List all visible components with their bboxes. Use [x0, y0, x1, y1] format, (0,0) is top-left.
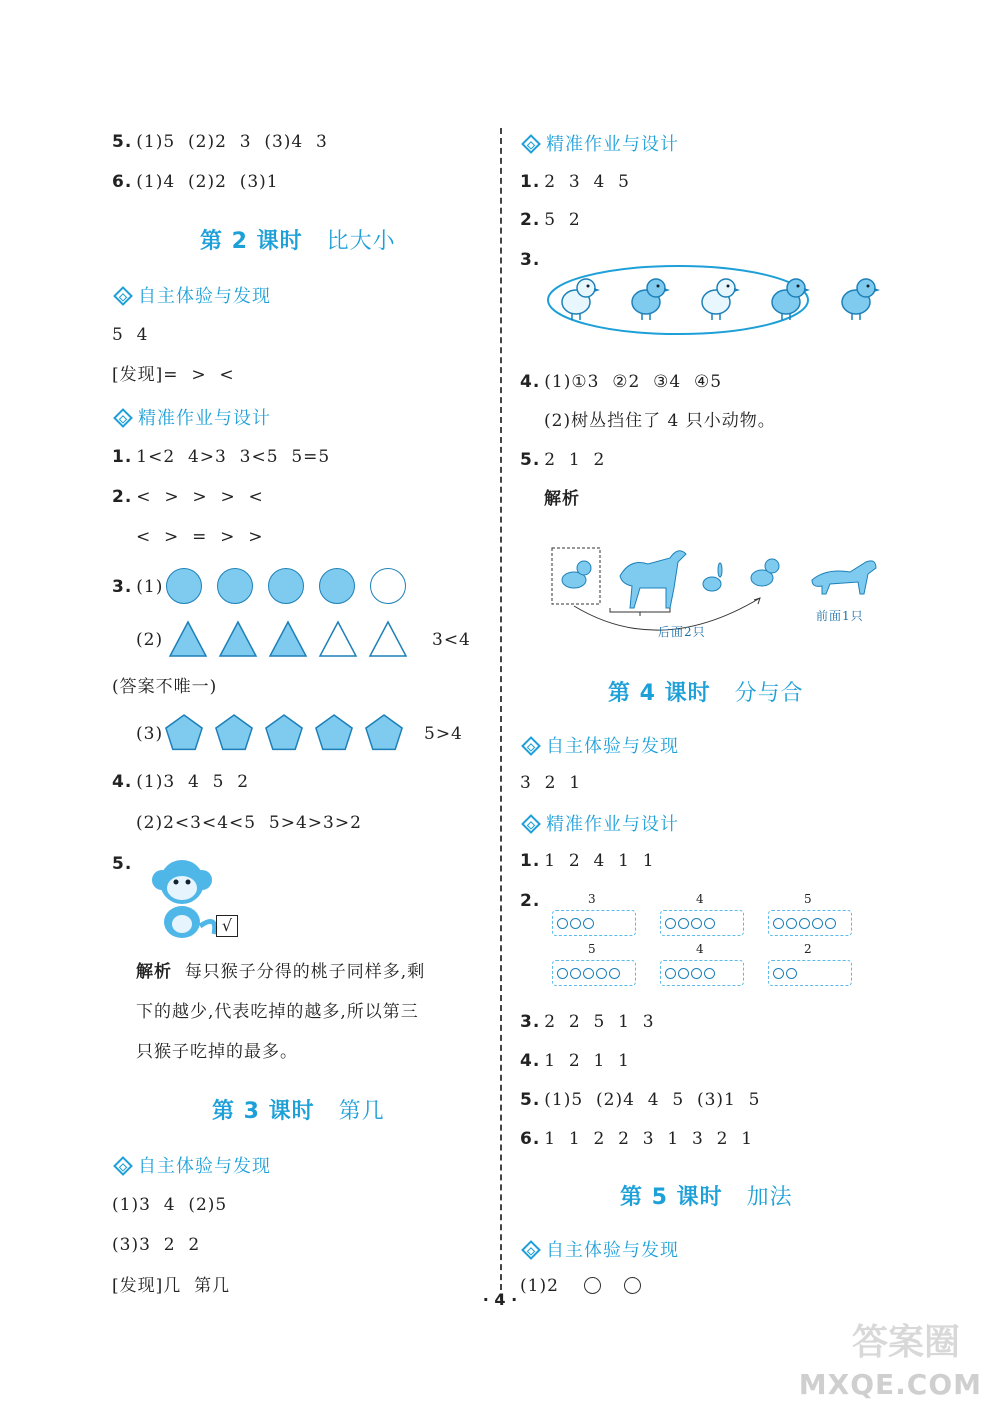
answer-line: 5. (1)5 (2)2 3 (3)4 3	[112, 132, 328, 152]
chick-icon	[702, 279, 740, 320]
box-number: 2	[804, 942, 812, 956]
box-number: 5	[804, 892, 812, 906]
lesson-title: 第 4 课时 分与合	[608, 681, 804, 706]
answer-line: 5 4	[112, 325, 149, 345]
counter-circle	[786, 918, 797, 929]
answer-line: 4. 1 2 1 1	[520, 1051, 630, 1071]
triangle-shape	[270, 622, 306, 656]
lesson-title: 第 5 课时 加法	[620, 1185, 793, 1210]
decomposition-boxes	[552, 890, 892, 990]
pentagon-row	[164, 712, 428, 756]
chick-icon	[562, 279, 600, 320]
section-heading: 精准作业与设计	[520, 810, 679, 836]
pentagon-shape	[216, 715, 252, 749]
counter-circle	[557, 968, 568, 979]
figure-label: 前面1只	[816, 609, 864, 623]
answer-line: 5. (1)5 (2)4 4 5 (3)1 5	[520, 1090, 761, 1110]
answer-line: 1. 1 2 4 1 1	[520, 851, 655, 871]
triangle-shape	[220, 622, 256, 656]
section-heading: 精准作业与设计	[520, 130, 679, 156]
counter-circle	[583, 968, 594, 979]
answer-line: 1. 1<2 4>3 3<5 5=5	[112, 447, 331, 467]
check-box: √	[216, 915, 238, 937]
answer-line: (2)2<3<4<5 5>4>3>2	[136, 813, 362, 833]
circle-shape	[217, 568, 253, 604]
decomposition-box	[660, 960, 744, 986]
diamond-icon	[113, 1156, 133, 1176]
counter-circle	[773, 918, 784, 929]
decomposition-box	[552, 960, 636, 986]
circle-row	[166, 568, 421, 604]
box-number: 5	[588, 942, 596, 956]
triangle-shape	[320, 622, 356, 656]
decomposition-box	[768, 960, 852, 986]
answer-line: 5.	[112, 854, 133, 874]
answer-label: (2)	[136, 630, 164, 650]
section-heading: 自主体验与发现	[112, 282, 271, 308]
figure-label: 后面2只	[658, 625, 706, 639]
counter-circle	[704, 918, 715, 929]
pentagon-shape	[366, 715, 402, 749]
note-text: (答案不唯一)	[112, 677, 218, 697]
compare-text: 3<4	[432, 630, 471, 650]
page-number: · 4 ·	[482, 1290, 518, 1309]
diamond-icon	[521, 134, 541, 154]
counter-circle	[812, 918, 823, 929]
analysis-label: 解析	[544, 489, 580, 509]
section-heading: 自主体验与发现	[520, 1236, 679, 1262]
counter-circle	[557, 918, 568, 929]
counter-circle	[678, 968, 689, 979]
counter-circle	[786, 968, 797, 979]
section-heading: 自主体验与发现	[520, 732, 679, 758]
answer-line: 2. < > > > <	[112, 487, 264, 507]
chicks-illustration	[546, 262, 896, 338]
circle-shape	[166, 568, 202, 604]
lesson-title: 第 3 课时 第几	[212, 1099, 385, 1124]
counter-circle	[678, 918, 689, 929]
lesson-title: 第 2 课时 比大小	[200, 229, 396, 254]
answer-line: 3 2 1	[520, 773, 582, 793]
circle-shape	[268, 568, 304, 604]
column-divider	[500, 128, 502, 1300]
answer-line: 4. (1)①3 ②2 ③4 ④5	[520, 372, 723, 392]
answer-line: 3. (1)	[112, 577, 164, 597]
answer-line: 3. 2 2 5 1 3	[520, 1012, 655, 1032]
counter-circle	[704, 968, 715, 979]
chick-icon	[772, 279, 810, 320]
watermark-logo: 答案圈	[851, 1322, 960, 1363]
diamond-icon	[521, 814, 541, 834]
counter-circle	[665, 918, 676, 929]
analysis-line: 只猴子吃掉的最多。	[136, 1042, 298, 1062]
analysis-line: 解析 每只猴子分得的桃子同样多,剩	[136, 962, 426, 982]
diamond-icon	[113, 286, 133, 306]
decomposition-box	[768, 910, 852, 936]
analysis-line: 下的越少,代表吃掉的越多,所以第三	[136, 1002, 419, 1022]
diamond-icon	[521, 1240, 541, 1260]
discover-line: [发现]几 第几	[112, 1276, 231, 1296]
decomposition-box	[660, 910, 744, 936]
answer-line: 1. 2 3 4 5	[520, 172, 630, 192]
pentagon-shape	[166, 715, 202, 749]
diamond-icon	[113, 408, 133, 428]
counter-circle	[825, 918, 836, 929]
circle-shape	[370, 568, 406, 604]
answer-line: 3.	[520, 250, 541, 270]
triangle-shape	[170, 622, 206, 656]
pentagon-shape	[316, 715, 352, 749]
answer-line: (1)2	[520, 1276, 559, 1296]
answer-line: (1)3 4 (2)5	[112, 1195, 228, 1215]
circle-shape	[319, 568, 355, 604]
counter-circle	[691, 968, 702, 979]
counter-circle	[799, 918, 810, 929]
discover-line: [发现]= > <	[112, 365, 235, 385]
counter-circle	[570, 968, 581, 979]
triangle-shape	[370, 622, 406, 656]
chick-icon	[632, 279, 670, 320]
answer-line: 5. 2 1 2	[520, 450, 606, 470]
answer-line: (3)3 2 2	[112, 1235, 201, 1255]
answer-line: 4. (1)3 4 5 2	[112, 772, 250, 792]
counter-circle	[609, 968, 620, 979]
counter-circle	[570, 918, 581, 929]
pentagon-shape	[266, 715, 302, 749]
counter-circle	[596, 968, 607, 979]
decomposition-box	[552, 910, 636, 936]
counter-circle	[691, 918, 702, 929]
answer-line: 2.	[520, 891, 541, 911]
section-heading: 自主体验与发现	[112, 1152, 271, 1178]
box-number: 4	[696, 892, 704, 906]
compare-text: 5>4	[424, 724, 463, 744]
counter-circle	[665, 968, 676, 979]
triangle-row	[168, 620, 428, 660]
section-heading: 精准作业与设计	[112, 404, 271, 430]
counter-circle	[583, 918, 594, 929]
answer-line: 6. 1 1 2 2 3 1 3 2 1	[520, 1129, 754, 1149]
answer-line: 6. (1)4 (2)2 (3)1	[112, 172, 279, 192]
box-number: 3	[588, 892, 596, 906]
answer-line: (2)树丛挡住了 4 只小动物。	[544, 411, 776, 431]
diamond-icon	[521, 736, 541, 756]
answer-label: (3)	[136, 724, 164, 744]
watermark: MXQE.COM	[798, 1368, 982, 1401]
counter-circle	[773, 968, 784, 979]
answer-line: < > = > >	[136, 527, 264, 547]
box-number: 4	[696, 942, 704, 956]
answer-line: 2. 5 2	[520, 210, 581, 230]
chick-icon	[842, 279, 880, 320]
